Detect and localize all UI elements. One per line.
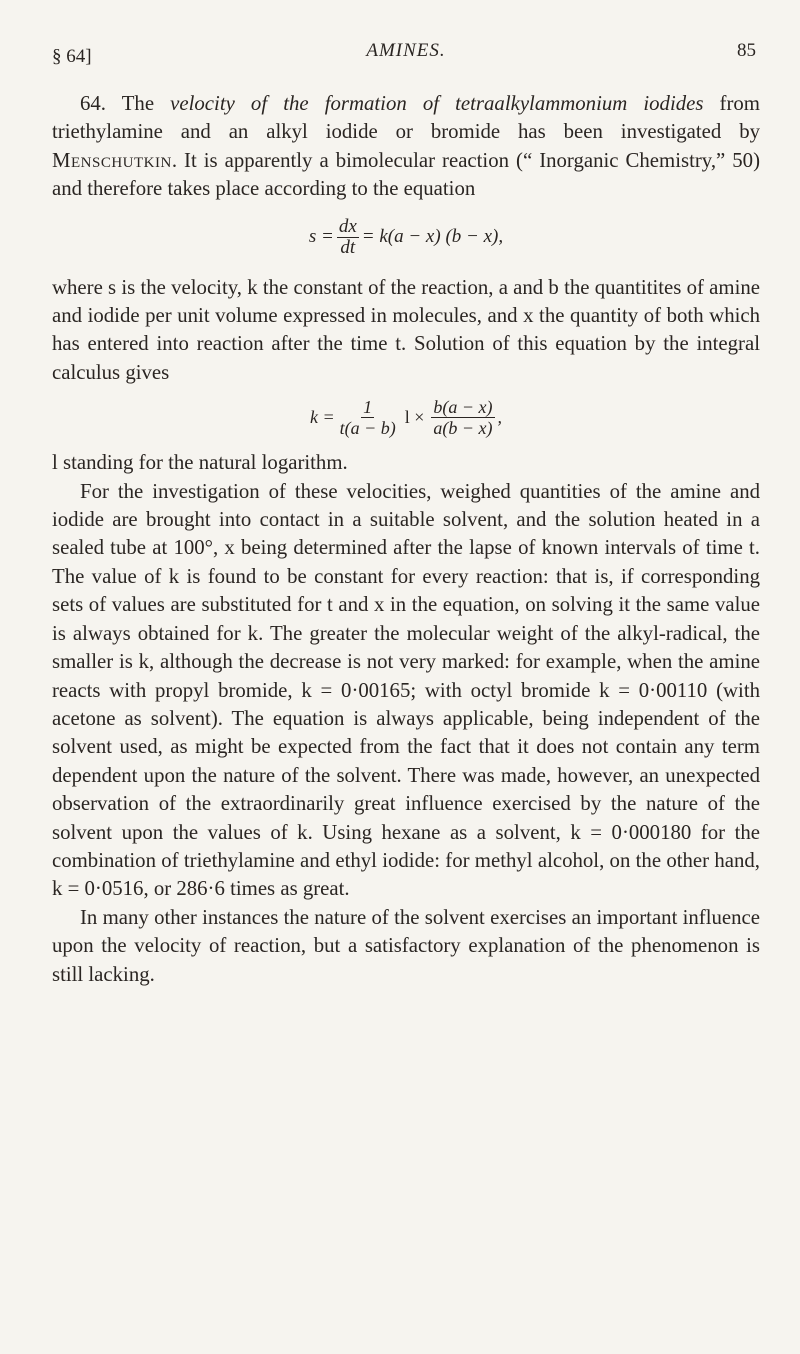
running-header [52, 0, 760, 67]
chapter-title: AMINES. [366, 40, 446, 61]
first-fraction [338, 397, 398, 438]
page-number: 85 [737, 40, 756, 61]
paragraph-conclusion: In many other instances the nature of the solvent exercises an important influence upon the velocity of reaction, but a satisfactory explanation of the phenomenon is still lacking. [52, 905, 760, 986]
log-times: l × [404, 407, 425, 428]
fraction-denominator: a(b − x) [433, 417, 493, 438]
paragraph-logarithm-note: l standing for the natural logarithm. [52, 451, 348, 475]
paragraph-64 [52, 90, 760, 204]
integrated-equation [52, 391, 760, 443]
velocity-equation [52, 210, 760, 266]
paragraph-number: 64. [80, 92, 106, 115]
fraction-denominator: dt [340, 237, 356, 259]
body-text [52, 90, 760, 989]
paragraph-investigation: For the investigation of these velocities, weighed quantities of the amine and iodide are brought into contact in a suitable solvent, and the solution heated in a sealed tube at 100°, x being determined after the lapse of known intervals of time t. The value of k is found to be constant for every reaction: that is, if corresponding sets of values are substituted for t and x in the equation, on solving it the same value is always obtained for k. The greater the molecular weight of the alkyl-radical, the smaller is k, although the decrease is not very marked: for example, when the amine reacts with propyl bromide, k = 0·00165; with octyl bromide k = 0·00110 (with acetone as solvent). The equation is always applicable, being independent of the solvent used, as might be expected from the fact that it does not contain any term dependent upon the nature of the solvent. There was made, however, an unexpected observation of the extraordinarily great influence exercised by the nature of the solvent upon the values of k. Using hexane as a solvent, k = 0·000180 for the combination of triethylamine and ethyl iodide: for methyl alcohol, on the other hand, k = 0·0516, or 286·6 times as great. [52, 479, 760, 901]
equation-rhs: = k(a − x) (b − x), [361, 226, 504, 248]
fraction-numerator: b(a − x) [433, 396, 493, 417]
topic-title: velocity of the formation of tetraalkylammonium iodides [170, 92, 704, 115]
fraction-numerator: 1 [363, 396, 373, 417]
equation-tail: , [497, 407, 503, 428]
section-marker: § 64] [52, 46, 92, 67]
paragraph-explanation: where s is the velocity, k the constant of the reaction, a and b the quantitites of amine and iodide per unit volume expressed in molecules, and x the quantity of both which has entered into reaction after the time t. Solution of this equation by the integral calculus gives [52, 275, 760, 384]
derivative-fraction [337, 217, 359, 258]
text-run: . It is apparently a bimolecular reaction (“ Inorganic Chemistry,” 50) and therefore takes place according to the equation [52, 148, 760, 201]
author-name: Menschutkin [52, 148, 172, 172]
equation-lhs: k = [309, 407, 335, 428]
text-run: The [106, 92, 171, 115]
fraction-denominator: t(a − b) [339, 417, 396, 438]
equation-lhs: s = [308, 226, 334, 248]
text-run: from triethylamine and an alkyl iodide or bromide has been investigated by [52, 92, 760, 144]
second-fraction [431, 397, 494, 438]
fraction-numerator: dx [338, 216, 357, 238]
